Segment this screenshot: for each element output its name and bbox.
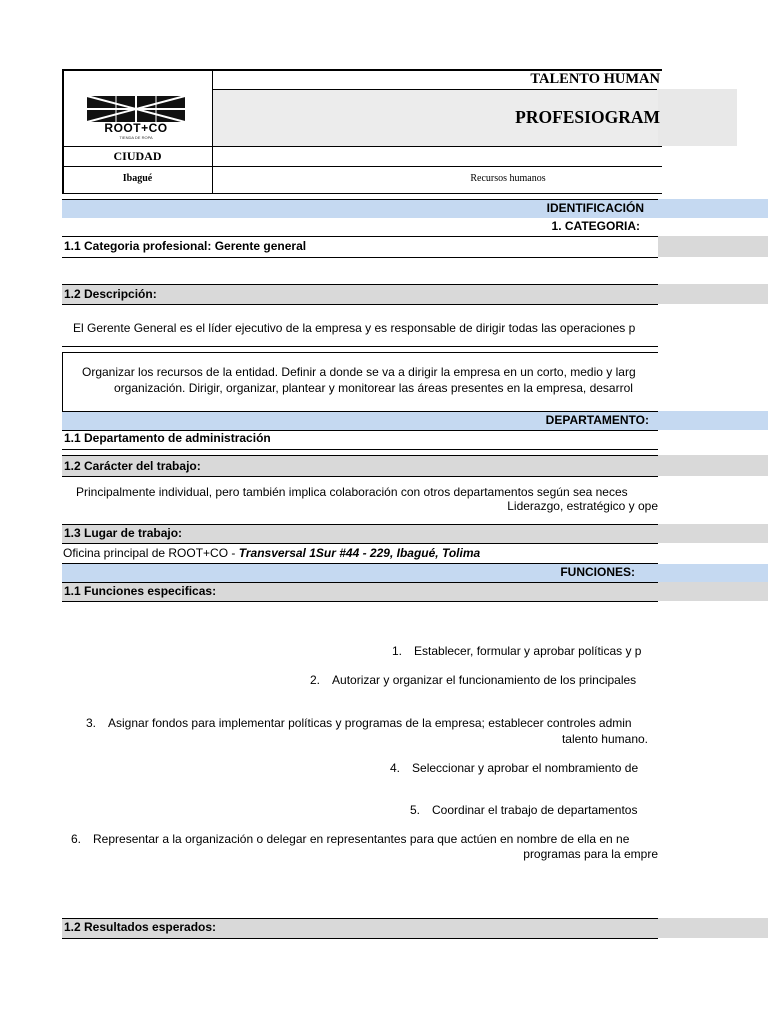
lugar-row-bottom bbox=[62, 543, 658, 544]
lugar-prefix: Oficina principal de ROOT+CO - bbox=[63, 546, 239, 560]
objetivo-line-1: Organizar los recursos de la entidad. Definir a donde se va a dirigir la empresa en un corto, medio y larg bbox=[82, 365, 636, 379]
caracter-line-1: Principalmente individual, pero también implica colaboración con otros departamentos según sea neces bbox=[76, 485, 628, 499]
caracter-row-bottom bbox=[62, 476, 658, 477]
header-row-divider-1 bbox=[62, 146, 662, 147]
descripcion-text: El Gerente General es el líder ejecutivo de la empresa y es responsable de dirigir todas las operaciones p bbox=[73, 321, 636, 335]
funcion-num: 1. bbox=[392, 644, 403, 658]
city-label: CIUDAD bbox=[113, 149, 162, 163]
categoria-row-top bbox=[62, 236, 658, 237]
categoria-label: 1.1 Categoria profesional: Gerente general bbox=[64, 239, 307, 253]
descripcion-row-top bbox=[62, 284, 658, 285]
logo-subtext: TIENDA DE ROPA bbox=[119, 135, 153, 140]
descripcion-text-bottom bbox=[62, 346, 658, 347]
brand-logo bbox=[86, 94, 186, 142]
funcion-item-continuation: talento humano. bbox=[561, 732, 648, 746]
city-value: Ibagué bbox=[122, 173, 153, 184]
funciones-title: FUNCIONES: bbox=[560, 565, 635, 579]
funcion-text: Seleccionar y aprobar el nombramiento de bbox=[412, 761, 639, 775]
descripcion-row-bottom bbox=[62, 304, 658, 305]
identificacion-title: IDENTIFICACIÓN bbox=[546, 201, 644, 215]
funcion-item-continuation: programas para la empre bbox=[523, 847, 658, 861]
header-title-main: PROFESIOGRAM bbox=[515, 107, 660, 127]
objetivo-line-2: organización. Dirigir, organizar, plantear y monitorear las áreas presentes en la empresa, desarrol bbox=[114, 381, 633, 395]
funciones-especificas-label: 1.1 Funciones especificas: bbox=[64, 584, 217, 598]
funcion-item bbox=[410, 802, 658, 818]
funcion-text: Establecer, formular y aprobar políticas y p bbox=[414, 644, 642, 658]
header-row-divider-2 bbox=[62, 166, 662, 167]
funcion-num: 2. bbox=[310, 673, 321, 687]
descripcion-label: 1.2 Descripción: bbox=[64, 287, 157, 301]
funcion-text: Autorizar y organizar el funcionamiento de los principales bbox=[332, 673, 637, 687]
caracter-row-top bbox=[62, 455, 658, 456]
categoria-gray-band bbox=[658, 236, 768, 257]
resultados-label: 1.2 Resultados esperados: bbox=[64, 920, 217, 934]
funcion-text: Coordinar el trabajo de departamentos bbox=[432, 803, 638, 817]
header-title-top: TALENTO HUMAN bbox=[530, 71, 660, 87]
lugar-address: Transversal 1Sur #44 - 229, Ibagué, Tolima bbox=[238, 546, 481, 560]
lugar-value bbox=[63, 545, 658, 561]
funcion-num: 6. bbox=[71, 832, 82, 846]
funcion-item bbox=[392, 643, 658, 659]
departamento-label: 1.1 Departamento de administración bbox=[64, 431, 271, 445]
funcion-num: 4. bbox=[390, 761, 401, 775]
caracter-label: 1.2 Carácter del trabajo: bbox=[64, 459, 201, 473]
funcion-num: 3. bbox=[86, 716, 97, 730]
funcion-text: Asignar fondos para implementar políticas y programas de la empresa; establecer controles admin bbox=[108, 716, 632, 730]
caracter-line-2: Liderazgo, estratégico y ope bbox=[507, 499, 658, 513]
logo-brand-text: ROOT+CO bbox=[104, 121, 168, 135]
funcion-item bbox=[86, 715, 658, 731]
funcion-text: Representar a la organización o delegar en representantes para que actúen en nombre de ella en ne bbox=[93, 832, 630, 846]
categoria-subtitle: 1. CATEGORIA: bbox=[551, 219, 640, 233]
funcion-item bbox=[390, 760, 658, 776]
header-title-gray-band bbox=[657, 89, 737, 146]
lugar-label: 1.3 Lugar de trabajo: bbox=[64, 526, 183, 540]
funcion-num: 5. bbox=[410, 803, 421, 817]
funcion-item bbox=[71, 831, 658, 847]
objetivo-box-left bbox=[62, 352, 63, 411]
header-bottom-border bbox=[62, 193, 662, 194]
departamento-title: DEPARTAMENTO: bbox=[545, 413, 649, 427]
funciones-especificas-bottom bbox=[62, 601, 658, 602]
funcion-item bbox=[310, 672, 658, 688]
objetivo-box-top bbox=[62, 352, 658, 353]
categoria-row-bottom bbox=[62, 257, 658, 258]
resultados-row-bottom bbox=[62, 938, 658, 939]
area-value: Recursos humanos bbox=[470, 173, 546, 184]
departamento-label-bottom bbox=[62, 449, 658, 450]
